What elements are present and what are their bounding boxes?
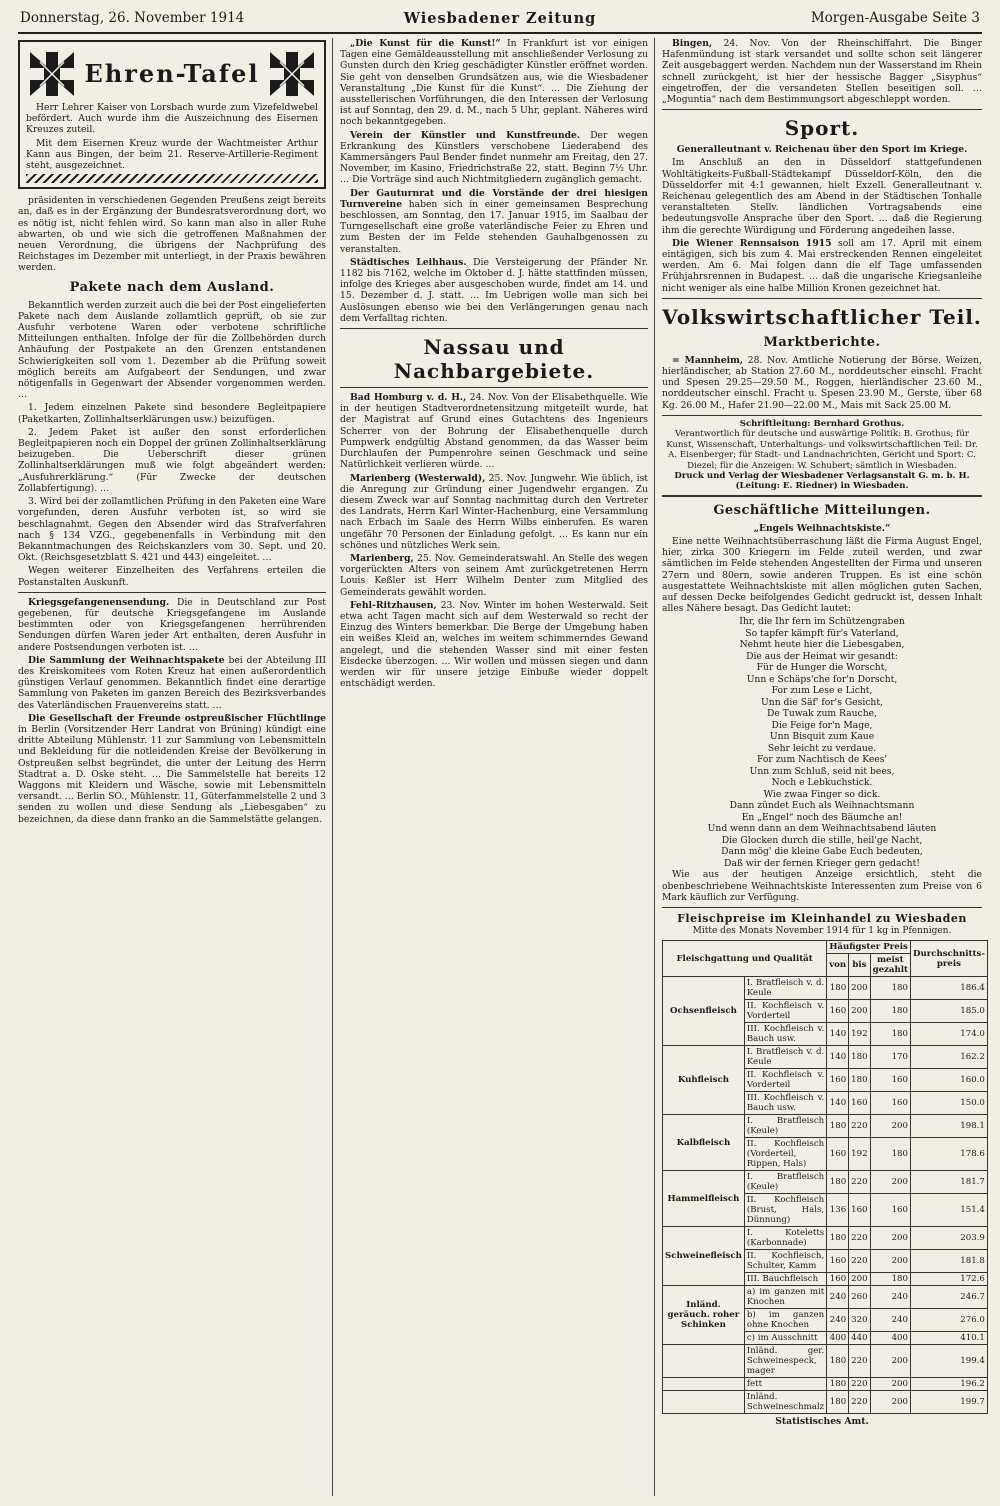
imprint-responsible: Verantwortlich für deutsche und auswärtige Politik: B. Grothus; für Kunst, Wissenschaft, Unterhaltungs- und volkswirtschaftlichen Teil: Dr. A. Eisenberger; für Stadt- und Landnachrichten, Gericht und Sport: C. Diezel; für die Anzeigen: W. Schubert; sämtlich in Wiesbaden. — [666, 429, 978, 471]
ehren-item: Herr Lehrer Kaiser von Lorsbach wurde zum Vizefeldwebel befördert. Auch wurde ihm die Auszeichnung des Eisernen Kreuzes zuteil. — [26, 102, 318, 136]
article-lead: Fehl-Ritzhausen, — [350, 599, 437, 611]
poem-line: Für de Hunger die Worscht, — [756, 662, 888, 674]
poem-line: Nehmt heute hier die Liebesgaben, — [739, 639, 905, 651]
price-label: c) im Ausschnitt — [744, 1332, 826, 1345]
column-rule — [332, 38, 333, 1496]
article-text: Die Versteigerung der Pfänder Nr. 1182 bis 7162, welche im Oktober d. J. hätte stattfinden müssen, infolge des Krieges aber ausgeschoben wurde, findet am 14. und 15. Dezember d. J. statt. … Im Uebrigen wolle man sich bei Auslösungen ebenso wie bei den Verlängerungen genau nach dem Verfalltag richten. — [340, 256, 649, 324]
article-lead: Bad Homburg v. d. H., — [350, 392, 467, 404]
poem-line: De Tuwak zum Rauche, — [767, 708, 877, 720]
headline-fleischpreise: Fleischpreise im Kleinhandel zu Wiesbaden — [677, 911, 967, 925]
price-meist: 240 — [870, 1309, 910, 1332]
price-bis: 260 — [849, 1286, 870, 1309]
price-von: 136 — [827, 1194, 849, 1227]
edition-page: Morgen-Ausgabe Seite 3 — [810, 10, 980, 26]
price-group: Kuhfleisch — [663, 1046, 745, 1115]
price-header-type: Fleischgattung und Qualität — [663, 941, 827, 977]
poem-line: Dann mög' die kleine Gabe Euch bedeuten, — [721, 846, 923, 858]
price-bis: 220 — [849, 1378, 870, 1391]
headline-geschaeftliche: Geschäftliche Mitteilungen. — [713, 502, 931, 518]
price-von: 140 — [827, 1092, 849, 1115]
article-text: in Berlin (Vorsitzender Herr Landrat von Brüning) kündigt eine dritte Abteilung Mühlenstr. 11 zur Sammlung von Lebensmitteln und Bekleidung für die notleidenden Kreise der Bevölkerung in Ostpreußen selbst begründet, die unter der Leitung des Herrn Stadtrat a. D. Oske steht. … Die Sammelstelle hat bereits 12 Waggons mit Kleidern und Wäsche, sowie mit Lebensmitteln versandt. … Berlin SO., Mühlenstr. 11, Güterfammelstelle 2 und 3 senden zu wollen und diese Sendung als „Liebesgaben“ zu bezeichnen, da diese dann franko an die Sammelstätte gelangen. — [18, 723, 326, 825]
price-row — [663, 1378, 988, 1391]
price-group — [663, 1378, 745, 1391]
column-2 — [340, 38, 648, 1496]
article-paragraph: Eine nette Weihnachtsüberraschung läßt die Firma August Engel, hier, zirka 300 Kriegern im Felde zuteil werden, und zwar sämtlichen im Felde stehenden Angestellten der Firma und unseren 27ern und 80ern, sowie anderen Truppen. Es ist eine schön ausgestattete Weihnachtskiste mit allen möglichen guten Sachen, auf dessen Decke beifolgendes Gedicht gedruckt ist, dessen Inhalt alles Nähere besagt. Das Gedicht lautet: — [662, 535, 982, 615]
price-meist: 400 — [870, 1332, 910, 1345]
price-avg: 276.0 — [911, 1309, 988, 1332]
price-von: 160 — [827, 1273, 849, 1286]
divider — [662, 298, 982, 299]
price-meist: 200 — [870, 1250, 910, 1273]
price-bis: 192 — [849, 1138, 870, 1171]
article-lead: „Die Kunst für die Kunst!“ — [350, 38, 501, 49]
price-label: III. Kochfleisch v. Bauch usw. — [744, 1023, 826, 1046]
price-table — [662, 940, 988, 1414]
poem-line: Dann zündet Euch als Weihnachtsmann — [729, 800, 915, 812]
price-avg: 174.0 — [911, 1023, 988, 1046]
price-von: 180 — [827, 1227, 849, 1250]
poem-line: Die Glocken durch die stille, heil'ge Nacht, — [721, 834, 923, 846]
ehren-item: Mit dem Eisernen Kreuz wurde der Wachtmeister Arthur Kann aus Bingen, der beim 21. Reserve-Artillerie-Regiment steht, ausgezeichnet. — [26, 137, 318, 172]
price-footer: Statistisches Amt. — [775, 1416, 869, 1428]
price-header-group: Häufigster Preis — [827, 941, 911, 954]
price-label: I. Bratfleisch v. d. Keule — [744, 1046, 826, 1069]
article-text: haben sich in einer gemeinsamen Besprechung beschlossen, am Sonntag, den 17. Januar 1915, im Saalbau der Turngesellschaft eine große vaterländische Feier zu Ehren und zum Besten der im Felde stehenden Gauhalbgenossen zu veranstalten. — [340, 198, 648, 255]
article-paragraph: Wie aus der heutigen Anzeige ersichtlich, steht die obenbeschriebene Weihnachtskiste Interessenten zum Preise von 6 Mark käuflich zur Verfügung. — [662, 869, 982, 903]
price-von: 240 — [827, 1309, 849, 1332]
price-bis: 192 — [849, 1023, 870, 1046]
price-header-bis: bis — [849, 954, 870, 977]
price-bis: 220 — [849, 1115, 870, 1138]
article-paragraph: 3. Wird bei der zollamtlichen Prüfung in den Paketen eine Ware vorgefunden, deren Ausfuhr verboten ist, so wird sie beschlagnahmt. Gegen den Absender wird das Strafverfahren nach § 134 VZG., gegebenenfalls in Verbindung mit den Bekanntmachungen des Reichskanzlers vom 30. Sept. und 20. Okt. (Reichsgesetzblatt S. 421 und 443) eingeleitet. … — [18, 496, 326, 564]
article-paragraph — [18, 655, 326, 711]
price-row — [663, 1345, 988, 1378]
price-von: 160 — [827, 1250, 849, 1273]
divider — [340, 328, 648, 329]
price-avg: 186.4 — [911, 977, 988, 1000]
price-bis: 160 — [849, 1092, 870, 1115]
price-von: 180 — [827, 1391, 849, 1414]
price-meist: 160 — [870, 1092, 910, 1115]
price-label: II. Kochfleisch, Schulter, Kamm — [744, 1250, 826, 1273]
article-lead: Bingen, — [672, 38, 713, 49]
price-von: 140 — [827, 1046, 849, 1069]
divider — [662, 907, 982, 908]
price-meist: 200 — [870, 1378, 910, 1391]
price-label: Inländ. ger. Schweinespeck, mager — [744, 1345, 826, 1378]
price-label: II. Kochfleisch (Vorderteil, Rippen, Hals) — [744, 1138, 826, 1171]
article-text: bei der Abteilung III des Kreiskomitees vom Roten Kreuz hat einen außerordentlich günstigen Verlauf genommen. Bekanntlich findet eine derartige Sammlung von Paketen im ganzen Bereich des Bezirksverbandes des Vaterländischen Frauenvereins statt. … — [18, 654, 326, 711]
poem-line: Unn e Schäps'che for'n Dorscht, — [746, 673, 898, 685]
price-von: 180 — [827, 1378, 849, 1391]
divider — [18, 592, 326, 593]
price-bis: 180 — [849, 1069, 870, 1092]
price-group — [663, 1391, 745, 1414]
poem-line: Die aus der Heimat wir gesandt: — [746, 650, 898, 662]
price-row — [663, 977, 988, 1000]
article-lead: Marienberg, — [350, 552, 414, 564]
poem-line: Unn Bisquit zum Kaue — [769, 731, 875, 743]
iron-cross-icon — [266, 48, 318, 100]
poem-line: Die Feige for'n Mage, — [771, 719, 873, 731]
price-bis: 200 — [849, 1000, 870, 1023]
price-avg: 172.6 — [911, 1273, 988, 1286]
poem-line: Unn zum Schluß, seid nit bees, — [749, 765, 895, 777]
article-paragraph: Wegen weiterer Einzelheiten des Verfahrens erteilen die Postanstalten Auskunft. — [18, 565, 326, 588]
price-group: Hammelfleisch — [663, 1171, 745, 1227]
price-row — [663, 1227, 988, 1250]
price-von: 400 — [827, 1332, 849, 1345]
article-text: Der wegen Erkrankung des Künstlers verschobene Liederabend des Kammersängers Paul Bender findet nunmehr am Freitag, den 27. November, im Kasino, Friedrichstraße 22, statt. Beginn 7½ Uhr. … Die Vorträge sind auch Nichtmitgliedern zugänglich gemacht. — [340, 129, 649, 186]
price-meist: 180 — [870, 1273, 910, 1286]
price-row — [663, 1046, 988, 1069]
poem-line: Und wenn dann an dem Weihnachtsabend läuten — [707, 823, 937, 835]
price-meist: 160 — [870, 1194, 910, 1227]
price-avg: 198.1 — [911, 1115, 988, 1138]
price-label: I. Koteletts (Karbonnade) — [744, 1227, 826, 1250]
price-meist: 200 — [870, 1391, 910, 1414]
price-bis: 180 — [849, 1046, 870, 1069]
price-row — [663, 1286, 988, 1309]
article-lead: Die Gesellschaft der Freunde ostpreußischer Flüchtlinge — [28, 712, 326, 724]
price-von: 140 — [827, 1023, 849, 1046]
poem-line: So tapfer kämpft für's Vaterland, — [745, 627, 899, 639]
price-avg: 181.7 — [911, 1171, 988, 1194]
price-label: fett — [744, 1378, 826, 1391]
article-lead: Der Gauturnrat und die Vorstände der drei hiesigen Turnvereine — [340, 187, 648, 210]
price-avg: 178.6 — [911, 1138, 988, 1171]
price-avg: 185.0 — [911, 1000, 988, 1023]
article-subheadline: „Engels Weihnachtskiste.“ — [753, 522, 891, 534]
column-1 — [18, 38, 326, 1496]
price-header-meist: meist gezahlt — [870, 954, 910, 977]
price-bis: 200 — [849, 977, 870, 1000]
price-label: II. Kochfleisch v. Vorderteil — [744, 1069, 826, 1092]
headline-pakete: Pakete nach dem Ausland. — [69, 279, 275, 295]
article-paragraph — [340, 38, 648, 128]
newspaper-title: Wiesbadener Zeitung — [403, 10, 597, 27]
price-label: Inländ. Schweineschmalz — [744, 1391, 826, 1414]
poem-line: Daß wir der fernen Krieger gern gedacht! — [723, 857, 920, 869]
article-lead: Die Wiener Rennsaison 1915 — [672, 237, 832, 249]
divider — [340, 387, 648, 388]
article-text: Die in Deutschland zur Post gegebenen, für deutsche Kriegsgefangene im Auslande bestimmten oder von Kriegsgefangenen herrührenden Sendungen dürfen Waren jeder Art enthalten, deren Ausfuhr in andere Postsendungen verboten ist. … — [18, 596, 326, 653]
article-paragraph — [662, 355, 982, 411]
article-paragraph: präsidenten in verschiedenen Gegenden Preußens zeigt bereits an, daß es in der Ergänzung der Bundesratsverordnung dort, wo es nötig ist, nicht fehlen wird. So kann man also in aller Ruhe abwarten, ob und wie sich die getroffenen Maßnahmen der neuen Verordnung, die übrigens der Nachprüfung des Reichstages im Dezember mit unterliegt, in der Praxis bewähren werden. — [18, 195, 326, 274]
poem-line: Sehr leicht zu verdaue. — [767, 742, 877, 754]
headline-volkswirtschaft: Volkswirtschaftlicher Teil. — [662, 304, 982, 329]
price-von: 180 — [827, 1171, 849, 1194]
price-bis: 220 — [849, 1227, 870, 1250]
price-meist: 200 — [870, 1171, 910, 1194]
price-row — [663, 1171, 988, 1194]
price-meist: 170 — [870, 1046, 910, 1069]
price-von: 180 — [827, 1345, 849, 1378]
imprint-publisher: Druck und Verlag der Wiesbadener Verlagsanstalt G. m. b. H. (Leitung: E. Riedner) in Wiesbaden. — [674, 470, 970, 492]
article-paragraph: 2. Jedem Paket ist außer den sonst erforderlichen Begleitpapieren noch ein Doppel der grünen Zollinhaltserklärung beizugeben. Die Ueberschrift dieser grünen Zollinhaltserklärungen muß wie folgt abgeändert werden: „Ausfuhrerklärung.“ (Für Zwecke der deutschen Zollabfertigung). … — [18, 426, 326, 494]
article-text: In Frankfurt ist vor einigen Tagen eine Gemäldeausstellung mit anschließender Verlosung zu Gunsten durch den Krieg geschädigter Künstler eröffnet worden. Sie geht von denselben Grundsätzen aus, wie die Wiesbadener Veranstaltung „Die Kunst für die Kunst“. … Die Ziehung der ausstellerischen Vorführungen, die den Interessen der Verlosung ist auf Sonntag, den 29. d. M., nach 5 Uhr, geplant. Näheres wird noch bekanntgegeben. — [340, 38, 648, 128]
price-avg: 162.2 — [911, 1046, 988, 1069]
article-text: 24. Nov. Von der Rheinschiffahrt. Die Binger Hafenmündung ist stark versandet und sollte schon seit längerer Zeit ausgebaggert werden. Nachdem nun der Wasserstand im Rhein schnell zurückgeht, ist hier der hessische Bagger „Sisyphus“ eingetroffen, der die versandeten Stellen beseitigen soll. … „Moguntia“ nach dem Bestimmungsort abgeschleppt worden. — [662, 38, 982, 106]
price-label: b) im ganzen ohne Knochen — [744, 1309, 826, 1332]
price-meist: 200 — [870, 1345, 910, 1378]
ehren-tafel-header — [26, 46, 318, 102]
price-bis: 220 — [849, 1171, 870, 1194]
price-bis: 220 — [849, 1345, 870, 1378]
price-label: III. Kochfleisch v. Bauch usw. — [744, 1092, 826, 1115]
price-avg: 181.8 — [911, 1250, 988, 1273]
article-paragraph — [340, 473, 648, 551]
article-paragraph — [340, 392, 648, 470]
article-text: 24. Nov. Von der Elisabethquelle. Wie in der heutigen Stadtverordnetensitzung mitgeteilt wurde, hat der Magistrat auf Grund eines Gutachtens des Ingenieurs Scherrer von der Bohrung der Elisabethenquelle durch Pumpwerk endgültig Abstand genommen, da das Wasser beim Durchlaufen der Pumpenrohre seinen Geschmack und seine Natürlichkeit verlieren würde. … — [340, 392, 648, 471]
price-group — [663, 1345, 745, 1378]
article-paragraph: 1. Jedem einzelnen Pakete sind besondere Begleitpapiere (Paketkarten, Zollinhaltserklärungen usw.) beizufügen. — [18, 402, 326, 425]
poem-line: En „Engel“ noch des Bäumche an! — [741, 811, 903, 823]
price-bis: 320 — [849, 1309, 870, 1332]
article-paragraph — [340, 553, 648, 598]
masthead — [18, 6, 982, 34]
price-avg: 150.0 — [911, 1092, 988, 1115]
price-group: Ochsenfleisch — [663, 977, 745, 1046]
price-meist: 240 — [870, 1286, 910, 1309]
price-avg: 196.2 — [911, 1378, 988, 1391]
price-row — [663, 1115, 988, 1138]
price-label: II. Kochfleisch (Brust, Hals, Dünnung) — [744, 1194, 826, 1227]
price-label: I. Bratfleisch (Keule) — [744, 1171, 826, 1194]
ehren-tafel-box — [18, 40, 326, 189]
ornamental-border — [26, 174, 318, 183]
column-rule — [654, 38, 655, 1496]
price-label: III. Bauchfleisch — [744, 1273, 826, 1286]
divider — [662, 109, 982, 110]
price-label: I. Bratfleisch v. d. Keule — [744, 977, 826, 1000]
article-lead — [662, 144, 982, 155]
article-text: soll am 17. April mit einem eintägigen, sich bis zum 4. Mai erstreckenden Rennen eingeleitet werden. Am 6. Mai folgen dann die elf Tage umfassenden Frühjahrsrennen in Budapest. … daß die ungarische Kriegsanleihe nicht weniger als eine halbe Million Kronen gezeichnet hat. — [662, 237, 982, 294]
price-von: 160 — [827, 1069, 849, 1092]
article-paragraph: Bekanntlich werden zurzeit auch die bei der Post eingelieferten Pakete nach dem Auslande zollamtlich geprüft, ob sie zur Ausfuhr verbotene Waren oder verbotene schriftliche Mitteilungen enthalten. Infolge der für die Zollbehörden durch Anhäufung der Postpakete an den Grenzen entstandenen Schwierigkeiten soll vom 1. Dezember ab die Prüfung soweit möglich bereits am Aufgabeort der Sendungen, und zwar nötigenfalls in Gegenwart der Absender vorgenommen werden. … — [18, 299, 326, 401]
price-meist: 180 — [870, 1023, 910, 1046]
article-lead: Marienberg (Westerwald), — [350, 472, 486, 484]
price-meist: 160 — [870, 1069, 910, 1092]
price-label: a) im ganzen mit Knochen — [744, 1286, 826, 1309]
article-text: 28. Nov. Amtliche Notierung der Börse. Weizen, hierländischer, ab Station 27.60 M., norddeutscher einschl. Fracht und Spesen 29.25—29.50 M., Roggen, hierländischer 23.60 M., norddeutscher einschl. Fracht u. Spesen 23.90 M., Gerste, über 68 Kg. 26.00 M., Hafer 21.90—22.00 M., Mais mit Sack 25.00 M. — [662, 354, 982, 411]
price-avg: 246.7 — [911, 1286, 988, 1309]
article-lead: Die Sammlung der Weihnachtspakete — [28, 654, 225, 666]
column-3 — [662, 38, 985, 1496]
price-meist: 200 — [870, 1115, 910, 1138]
price-meist: 200 — [870, 1227, 910, 1250]
price-meist: 180 — [870, 977, 910, 1000]
article-paragraph — [340, 600, 648, 690]
article-paragraph — [340, 257, 648, 324]
article-paragraph: Im Anschluß an den in Düsseldorf stattgefundenen Wohltätigkeits-Fußball-Städtekampf Düsseldorf-Köln, den die Düsseldorfer mit 4:1 gewannen, hielt Exzell. Generalleutnant v. Reichenau gelegentlich des am Abend in der Städtischen Tonhalle veranstalteten Stellv. ländlichen Vortragsabends eine bedeutungsvolle Ansprache über den Sport. … daß die Regierung ihm die gerechte Würdigung und Förderung angedeihen lasse. — [662, 157, 982, 236]
imprint-editor: Schriftleitung: Bernhard Grothus. — [739, 418, 905, 429]
article-paragraph — [18, 713, 326, 825]
article-lead: Städtisches Leihhaus. — [350, 256, 467, 268]
price-label: I. Bratfleisch (Keule) — [744, 1115, 826, 1138]
price-von: 240 — [827, 1286, 849, 1309]
price-avg: 160.0 — [911, 1069, 988, 1092]
price-group: Schweinefleisch — [663, 1227, 745, 1286]
article-lead: Verein der Künstler und Kunstfreunde. — [350, 129, 581, 141]
headline-marktberichte: Marktberichte. — [763, 334, 881, 350]
price-von: 160 — [827, 1138, 849, 1171]
price-von: 160 — [827, 1000, 849, 1023]
article-text: 25. Nov. Gemeinderatswahl. An Stelle des wegen vorgerückten Alters von seinem Amt zurückgetretenen Herrn Louis Keßler ist Herr Wilhelm Denter zum Mitglied des Gemeinderats gewählt worden. — [340, 552, 649, 598]
price-avg: 199.4 — [911, 1345, 988, 1378]
price-avg: 203.9 — [911, 1227, 988, 1250]
poem-line: Noch e Lebkuchstick. — [771, 777, 873, 789]
article-paragraph — [340, 188, 648, 255]
price-header-avg: Durchschnitts-preis — [911, 941, 988, 977]
price-header-von: von — [827, 954, 849, 977]
price-group: Kalbfleisch — [663, 1115, 745, 1171]
issue-date: Donnerstag, 26. November 1914 — [20, 10, 245, 26]
headline-nassau: Nassau und Nachbargebiete. — [393, 335, 595, 384]
price-bis: 200 — [849, 1273, 870, 1286]
poem-line: For zum Lese e Licht, — [771, 685, 873, 697]
poem-line: Unn die Säf' for's Gesicht, — [761, 696, 883, 708]
article-lead: = Mannheim, — [672, 354, 744, 366]
price-table-body — [663, 977, 988, 1414]
price-bis: 160 — [849, 1194, 870, 1227]
poem-line: For zum Nachtisch de Kees' — [757, 754, 887, 766]
headline-sport: Sport. — [784, 116, 860, 141]
poem-line: Ihr, die Ihr fern im Schützengraben — [739, 616, 905, 628]
poem — [662, 616, 982, 869]
price-group: Inländ. geräuch. roher Schinken — [663, 1286, 745, 1345]
price-subtitle: Mitte des Monats November 1914 für 1 kg in Pfennigen. — [692, 925, 952, 936]
poem-line: Wie zwaa Finger so dick. — [763, 788, 881, 800]
price-bis: 220 — [849, 1250, 870, 1273]
ehren-tafel-title: Ehren-Tafel — [84, 59, 260, 88]
article-subheadline: Generalleutnant v. Reichenau über den Sport im Kriege. — [676, 144, 968, 156]
price-avg: 151.4 — [911, 1194, 988, 1227]
price-von: 180 — [827, 1115, 849, 1138]
price-avg: 199.7 — [911, 1391, 988, 1414]
price-von: 180 — [827, 977, 849, 1000]
imprint-box — [662, 415, 982, 497]
article-paragraph — [662, 238, 982, 294]
price-bis: 220 — [849, 1391, 870, 1414]
price-label: II. Kochfleisch v. Vorderteil — [744, 1000, 826, 1023]
article-paragraph — [340, 130, 648, 186]
columns — [18, 38, 985, 1496]
price-avg: 410.1 — [911, 1332, 988, 1345]
article-text: 23. Nov. Winter im hohen Westerwald. Seit etwa acht Tagen macht sich auf dem Westerwald so recht der Einzug des Winters bemerkbar. Die Berge der Umgebung haben ein weißes Kleid an, welches im weitem schimmerndes Gewand angelegt, und die stehenden Wasser sind mit einer festen Eisdecke überzogen. … Wir wollen und müssen siegen und dann werden wir für unsere jetzige Einbuße wieder doppelt entschädigt werden. — [340, 599, 649, 690]
price-row — [663, 1391, 988, 1414]
article-lead: Kriegsgefangenensendung. — [28, 596, 170, 608]
article-lead — [662, 523, 982, 534]
article-paragraph — [662, 38, 982, 105]
price-bis: 440 — [849, 1332, 870, 1345]
article-paragraph — [18, 597, 326, 653]
price-meist: 180 — [870, 1000, 910, 1023]
article-text: 25. Nov. Jungwehr. Wie üblich, ist die Anregung zur Gründung einer Jugendwehr ergangen. Zu diesem Zweck war auf Sonntag nachmittag durch den Vertreter des Landrats, Herrn Karl Winter-Hachenburg, eine Versammlung nach Erbach im Saale des Herrn Wilbs einberufen. Es waren ungefähr 70 Personen der Einladung gefolgt. … Es kann nur ein schönes und nützliches Werk sein. — [340, 472, 648, 551]
iron-cross-icon — [26, 48, 78, 100]
price-meist: 180 — [870, 1138, 910, 1171]
